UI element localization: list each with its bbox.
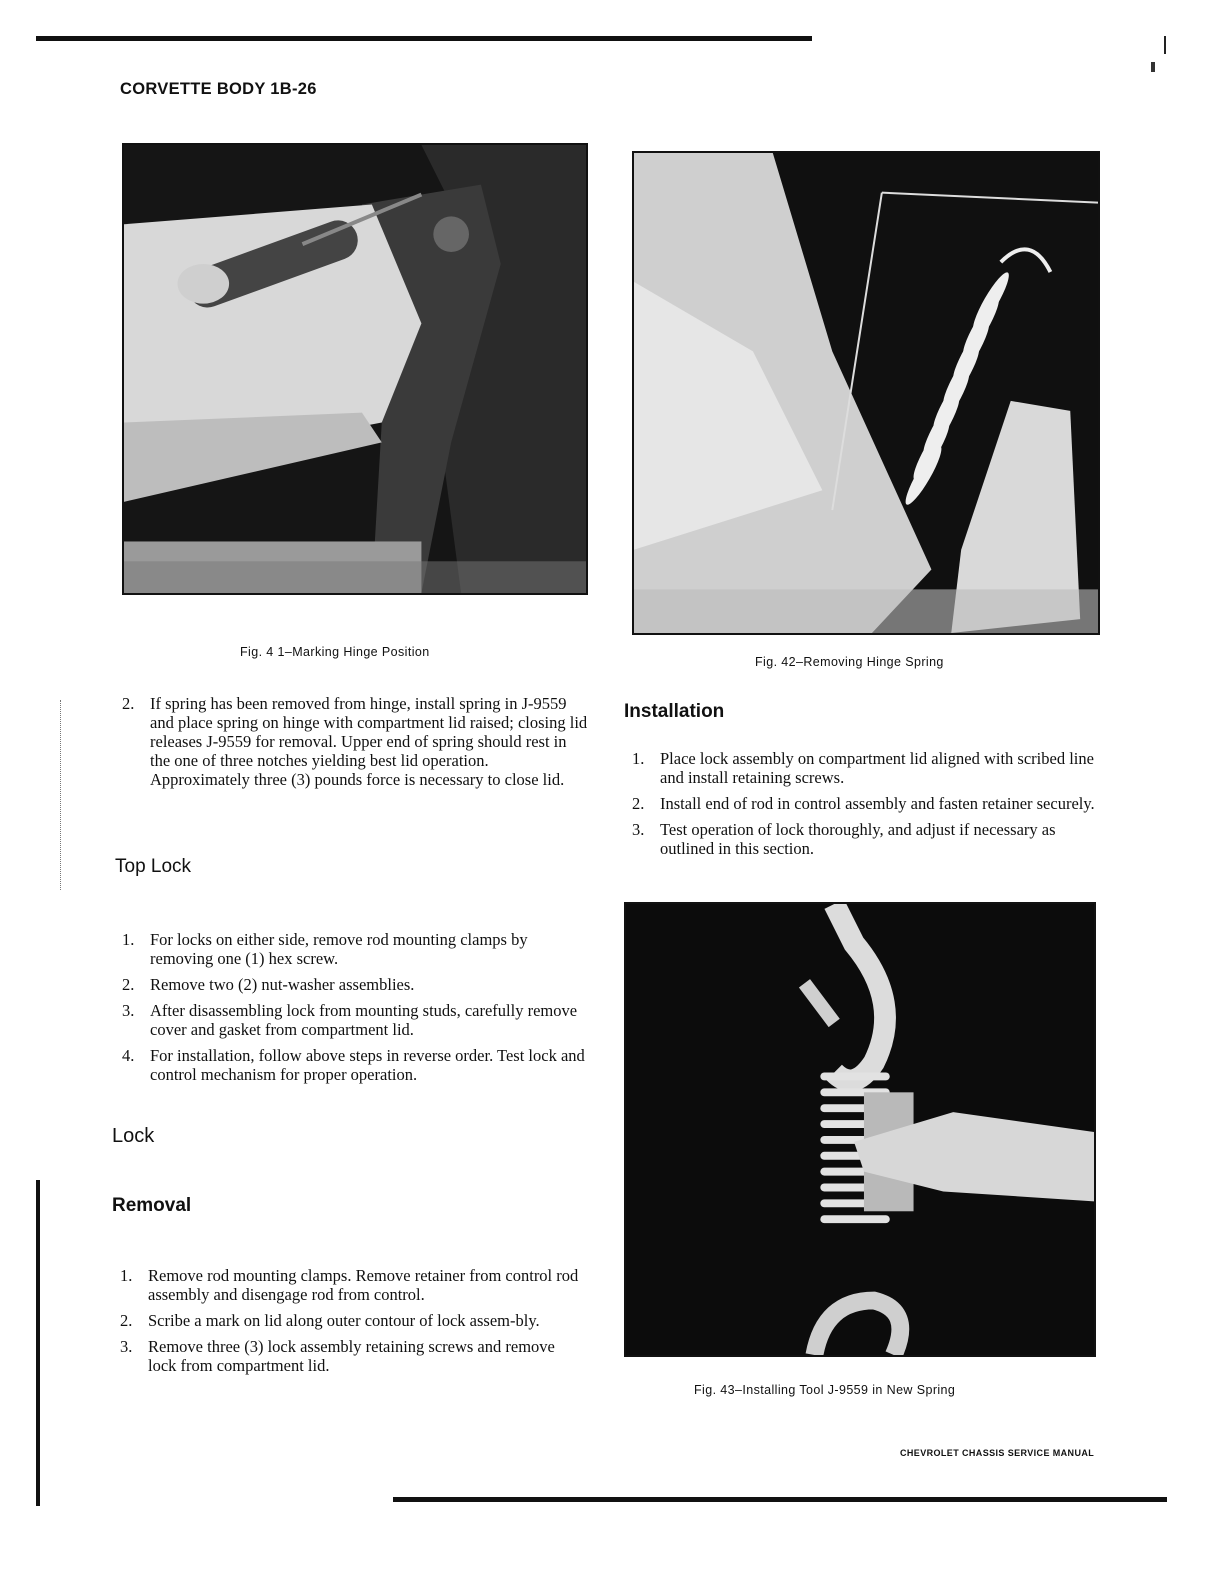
- figure-42-caption: Fig. 42–Removing Hinge Spring: [755, 655, 944, 669]
- section-heading-lock: Lock: [112, 1125, 155, 1147]
- list-item: [632, 794, 1100, 813]
- list-item: [122, 694, 588, 789]
- margin-marks: [60, 700, 67, 890]
- installation-step-list: [632, 749, 1100, 865]
- step-number: 1.: [632, 749, 645, 768]
- list-item: [122, 975, 588, 994]
- step-text: For locks on either side, remove rod mounting clamps by removing one (1) hex screw.: [150, 930, 528, 968]
- figure-43-caption: Fig. 43–Installing Tool J-9559 in New Spring: [694, 1383, 956, 1397]
- step-number: 2.: [122, 975, 135, 994]
- list-item: [122, 1001, 588, 1039]
- step-text: Test operation of lock thoroughly, and adjust if necessary as outlined in this section.: [660, 820, 1056, 858]
- edge-mark: [1151, 62, 1155, 72]
- top-lock-step-list: [122, 930, 588, 1091]
- page-header: CORVETTE BODY 1B-26: [120, 80, 317, 98]
- step-number: 2.: [120, 1311, 133, 1330]
- figure-42-photo: [632, 151, 1100, 635]
- step-number: 2.: [122, 694, 135, 713]
- step-text: If spring has been removed from hinge, install spring in J-9559 and place spring on hinge with compartment lid raised; closing lid releases J-9559 for removal. Upper end of spring should rest in the one of three notches yielding best lid operation. Approximately three (3) pounds force is necessary to close lid.: [150, 694, 588, 789]
- figure-41-photo: [122, 143, 588, 595]
- hinge-spring-step-list: [122, 694, 588, 796]
- figure-43-photo: [624, 902, 1096, 1357]
- side-bar: [36, 1180, 40, 1506]
- list-item: [120, 1266, 586, 1304]
- page-footer: CHEVROLET CHASSIS SERVICE MANUAL: [900, 1448, 1095, 1458]
- subheading-removal: Removal: [112, 1195, 192, 1216]
- list-item: [120, 1311, 586, 1330]
- list-item: [120, 1337, 586, 1375]
- bottom-rule: [393, 1497, 1167, 1502]
- figure-43-image: [626, 904, 1094, 1355]
- step-text: For installation, follow above steps in reverse order. Test lock and control mechanism for proper operation.: [150, 1046, 585, 1084]
- edge-mark: [1164, 36, 1166, 54]
- figure-41-image: [124, 145, 586, 593]
- subheading-installation: Installation: [624, 701, 725, 722]
- step-number: 4.: [122, 1046, 135, 1065]
- list-item: [122, 930, 588, 968]
- step-text: Remove two (2) nut-washer assemblies.: [150, 975, 415, 994]
- step-number: 3.: [632, 820, 645, 839]
- step-text: Place lock assembly on compartment lid aligned with scribed line and install retaining screws.: [660, 749, 1094, 787]
- step-text: Remove rod mounting clamps. Remove retainer from control rod assembly and disengage rod from control.: [148, 1266, 579, 1304]
- section-heading-top-lock: Top Lock: [115, 856, 192, 877]
- step-number: 1.: [122, 930, 135, 949]
- step-text: Install end of rod in control assembly and fasten retainer securely.: [660, 794, 1095, 813]
- step-text: After disassembling lock from mounting studs, carefully remove cover and gasket from compartment lid.: [150, 1001, 578, 1039]
- list-item: [632, 820, 1100, 858]
- removal-step-list: [120, 1266, 586, 1382]
- figure-42-image: [634, 153, 1098, 633]
- step-number: 1.: [120, 1266, 133, 1285]
- step-number: 2.: [632, 794, 645, 813]
- step-number: 3.: [122, 1001, 135, 1020]
- step-text: Remove three (3) lock assembly retaining screws and remove lock from compartment lid.: [148, 1337, 555, 1375]
- list-item: [122, 1046, 588, 1084]
- step-text: Scribe a mark on lid along outer contour of lock assem-bly.: [148, 1311, 540, 1330]
- top-rule: [36, 36, 812, 41]
- list-item: [632, 749, 1100, 787]
- step-number: 3.: [120, 1337, 133, 1356]
- figure-41-caption: Fig. 4 1–Marking Hinge Position: [240, 645, 430, 659]
